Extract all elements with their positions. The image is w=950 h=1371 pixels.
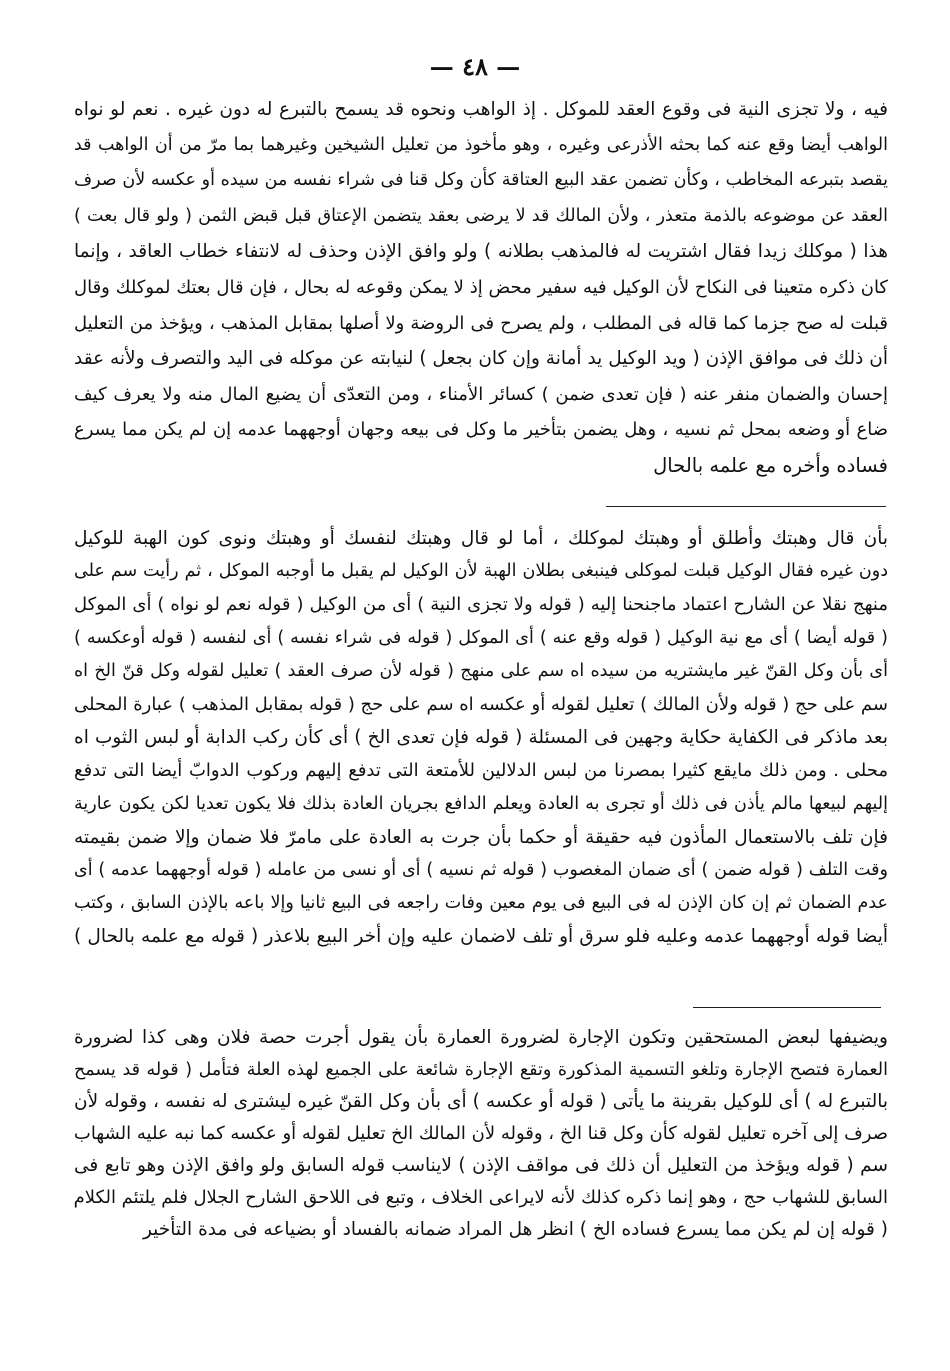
commentary-line: ( قوله أيضا ) أى مع نية الوكيل ( قوله وقع عنه ) أى الموكل ( قوله فى شراء نفسه ) أى لنفسه ( قوله أوعكسه ) <box>74 627 888 648</box>
commentary-line: محلى . ومن ذلك مايقع كثيرا بمصرنا من لبس الدلالين للأمتعة التى تدفع إليهم وركوب الدوابّ أيضا التى تدفع <box>74 760 888 782</box>
footnote-line: بالتبرع له ) أى للوكيل بقرينة ما يأتى ( قوله أو عكسه ) أى بأن وكل القنّ غيره ليشترى له نفسه ، وقوله لأن <box>74 1091 888 1112</box>
commentary-line: إليهم لبيعها مالم يأذن فى ذلك أو تجرى به العادة ويعلم الدافع بجريان العادة بذلك فلا يكون تعديا لكن يكون عارية <box>74 793 888 814</box>
section-divider <box>693 1007 881 1008</box>
footnote-line: العمارة فتصح الإجارة وتلغو التسمية المذكورة وتقع الإجارة شائعة على الجميع لهذه العلة فتأمل ( قوله قد يسمح <box>74 1060 888 1080</box>
text-line: إحسان والضمان منفر عنه ( فإن تعدى ضمن ) كسائر الأمناء ، ومن التعدّى أن يضيع المال منه ولا يعرف كيف <box>74 383 888 405</box>
footnote-line: السابق للشهاب حج ، وهو إنما ذكره كذلك لأنه لايراعى الخلاف ، وتبع فى اللاحق الشارح الجلال فلم يلتئم الكلام <box>74 1187 888 1208</box>
text-line: العقد عن موضوعه بالذمة متعذر ، ولأن المالك قد لا يرضى بعقد يتضمن الإعتاق قبل قبض الثمن ( ولو قال بعت ) <box>74 205 888 226</box>
commentary-line: أيضا قوله أوجههما عدمه وعليه فلو سرق أو تلف لاضمان عليه وإن أخر البيع بلاعذر ( قوله مع علمه بالحال ) <box>74 926 888 948</box>
section-divider <box>606 506 886 507</box>
commentary-line: وقت التلف ( قوله ضمن ) أى ضمان المغصوب ( قوله ثم نسيه ) أى أو نسى من عامله ( قوله أوجههما عدمه ) أى <box>74 859 888 880</box>
page-number: — ٤٨ — <box>429 52 521 81</box>
text-line: هذا ( موكلك زيدا فقال اشتريت له فالمذهب بطلانه ) ولو وافق الإذن وحذف له لانتفاء خطاب العاقد ، وإنما <box>74 241 888 263</box>
text-line: يقصد بتبرعه المخاطب ، وكأن تضمن عقد البيع العتاقة كأن وكل قنا فى شراء نفسه من سيده أو عكسه لأن صرف <box>74 170 888 191</box>
text-line: فساده وأخره مع علمه بالحال <box>653 453 888 477</box>
text-line: كان ذكره متعينا فى النكاح لأن الوكيل فيه سفير محض إذ لا يمكن وقوعه له بحال ، فإن قال بعتك لموكلك وقال <box>74 276 888 298</box>
commentary-line: سم على حج ( قوله ولأن المالك ) تعليل لقوله أو عكسه اه سم على حج ( قوله بمقابل المذهب ) عبارة المحلى <box>74 693 888 715</box>
commentary-line: بعد ماذكر فى الكفاية حكاية وجهين فى المسئلة ( قوله فإن تعدى الخ ) أى كأن ركب الدابة أو لبس الثوب اه <box>74 727 888 749</box>
commentary-text <box>74 522 888 953</box>
text-line: قبلت له صح جزما كما قاله فى المطلب ، ولم يصرح فى الروضة ولا أصلها بمقابل المذهب ، ويؤخذ من التعليل <box>74 312 888 334</box>
text-line: أن ذلك فى موافق الإذن ( ويد الوكيل يد أمانة وإن كان بجعل ) لنيابته عن موكله فى اليد والتصرف ولأنه عقد <box>74 348 888 370</box>
commentary-line: بأن قال وهبتك وأطلق أو وهبتك لموكلك ، أما لو قال وهبتك لنفسك أو وهبتك ونوى كون الهبة للوكيل <box>74 528 888 549</box>
text-line: الواهب أيضا وقع عنه كما بحثه الأذرعى وغيره ، وهو مأخوذ من تعليل الشيخين وغيرهما بما مرّ من أن الواهب قد <box>74 134 888 155</box>
footnote-text <box>74 1022 888 1246</box>
commentary-line: عدم الضمان ثم إن كان الإذن له فى البيع فى يوم معين وفات راجعه فى البيع ثانيا وإلا باعه بالإذن السابق ، وكتب <box>74 893 888 914</box>
footnote-line: ويضيفها لبعض المستحقين وتكون الإجارة لضرورة العمارة بأن يقول أجرت حصة فلان وهى كذا لضرورة <box>74 1027 888 1048</box>
footnote-line: ( قوله إن لم يكن مما يسرع فساده الخ ) انظر هل المراد ضمانه بالفساد أو بضياعه فى مدة التأخير <box>142 1219 888 1240</box>
commentary-line: دون غيره فقال الوكيل قبلت لموكلى فينبغى بطلان الهبة لأن الوكيل لم يقبل ما أوجبه الموكل ، ثم رأيت سم على <box>74 561 888 582</box>
commentary-line: أى بأن وكل القنّ غير مايشتريه من سيده اه سم على منهج ( قوله لأن صرف العقد ) تعليل لقوله وكل قنّ الخ اه <box>74 660 888 681</box>
footnote-line: سم ( قوله ويؤخذ من التعليل أن ذلك فى مواقف الإذن ) لايناسب قوله السابق ولو وافق الإذن وهو تابع فى <box>74 1155 888 1176</box>
text-line: فيه ، ولا تجزى النية فى وقوع العقد للموكل . إذ الواهب ونحوه قد يسمح بالتبرع له دون غيره . نعم لو نواه <box>74 99 888 120</box>
main-text <box>74 92 888 484</box>
footnote-line: صرف إلى آخره تعليل لقوله كأن وكل قنا الخ ، وقوله لأن المالك الخ تعليل لقوله أو عكسه كما نبه عليه الشهاب <box>74 1123 888 1144</box>
commentary-line: منهج نقلا عن الشارح اعتماد ماجنحنا إليه ( قوله ولا تجزى النية ) أى من الوكيل ( قوله نعم لو نواه ) أى الموكل <box>74 594 888 616</box>
text-line: ضاع أو وضعه بمحل ثم نسيه ، وهل يضمن بتأخير ما وكل فى بيعه وجهان أوجههما عدمه إن لم يكن مما يسرع <box>74 419 888 441</box>
commentary-line: فإن تلف بالاستعمال المأذون فيه حقيقة أو حكما بأن جرت به العادة على مامرّ فلا ضمان وإلا ضمن بقيمته <box>74 826 888 848</box>
